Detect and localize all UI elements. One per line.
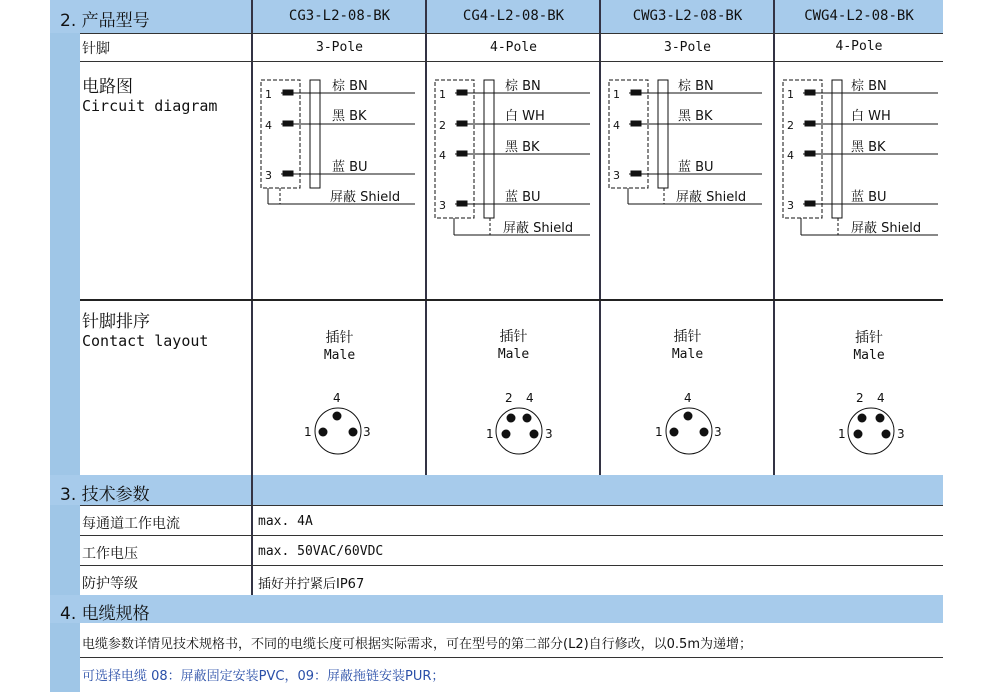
c1-pin1: 1 [265,88,272,101]
contact-col4 [838,391,905,454]
male-cn-col1: 插针 [325,330,354,346]
model-col3: CWG3-L2-08-BK [632,8,743,24]
c2-pin2: 2 [439,119,446,132]
p1-right: 3 [363,425,371,439]
s3-h2 [80,535,943,536]
model-col1: CG3-L2-08-BK [288,8,391,24]
c1-wire3: 蓝 BU [332,160,368,175]
c3-wire1: 棕 BN [678,79,714,94]
contact-label-en: Contact layout [82,332,209,350]
pole-col2: 4-Pole [490,40,537,55]
model-col4: CWG4-L2-08-BK [804,8,914,24]
p4-right: 3 [897,427,905,441]
p2-topright: 4 [526,391,534,405]
spec-label-voltage: 工作电压 [82,546,138,562]
p4-topright: 4 [877,391,885,405]
c2-pin4: 3 [439,199,446,212]
c4-pin3: 4 [787,149,794,162]
c4-pin1: 1 [787,88,794,101]
section3-title: 3. 技术参数 [60,485,150,505]
male-en-col4: Male [853,348,885,363]
male-cn-col3: 插针 [673,329,702,345]
c4-shield: 屏蔽 Shield [851,221,922,236]
c4-wire3: 黑 BK [851,140,886,155]
p3-top: 4 [684,391,692,405]
c4-pin2: 2 [787,119,794,132]
c2-wire4: 蓝 BU [505,190,541,205]
contact-col3 [655,391,722,454]
pole-col3: 3-Pole [664,40,711,55]
spec-label-current: 每通道工作电流 [82,516,180,532]
c1-wire1: 棕 BN [332,79,368,94]
c1-pin3: 3 [265,169,272,182]
section4-header [50,595,943,623]
c2-wire1: 棕 BN [505,79,541,94]
s3-h1 [80,505,943,506]
left-bar-section3 [50,505,80,595]
c2-pin1: 1 [439,88,446,101]
male-en-col1: Male [323,348,356,363]
c2-wire3: 黑 BK [505,140,540,155]
c2-shield: 屏蔽 Shield [503,221,574,236]
contact-label-cn: 针脚排序 [82,312,150,332]
c3-pin2: 4 [613,119,620,132]
p3-right: 3 [714,425,722,439]
c2-wire2: 白 WH [505,109,545,124]
p1-top: 4 [333,391,341,405]
c3-pin3: 3 [613,169,620,182]
circuit-label-cn: 电路图 [82,77,133,97]
pin-label: 针脚 [82,41,110,57]
pole-col4: 4-Pole [835,39,883,54]
s4-h1 [80,657,943,658]
cable-note2: 可选择电缆 08：屏蔽固定安装PVC，09：屏蔽拖链安装PUR； [82,669,445,684]
section2-title: 2. 产品型号 [60,11,150,31]
pole-col1: 3-Pole [316,40,363,55]
contact-col1 [304,391,371,454]
spec-label-protection: 防护等级 [82,576,138,592]
male-en-col2: Male [497,347,530,362]
p2-right: 3 [545,427,553,441]
spec-value-protection: 插好并拧紧后IP67 [258,577,365,592]
c3-shield: 屏蔽 Shield [676,190,747,205]
c3-wire2: 黑 BK [678,109,713,124]
p3-left: 1 [655,425,663,439]
section4-title: 4. 电缆规格 [60,604,150,624]
p2-left: 1 [486,427,494,441]
s3-h3 [80,565,943,566]
male-cn-col2: 插针 [499,329,528,345]
spec-value-current: max. 4A [258,514,313,529]
circuit-label-en: Circuit diagram [82,97,218,115]
male-en-col3: Male [671,347,704,362]
spec-value-voltage: max. 50VAC/60VDC [258,544,384,559]
p2-topleft: 2 [505,391,513,405]
c4-wire2: 白 WH [851,109,891,124]
p4-left: 1 [838,427,846,441]
c3-wire3: 蓝 BU [678,160,714,175]
c4-pin4: 3 [787,199,794,212]
p4-topleft: 2 [856,391,864,405]
c1-shield: 屏蔽 Shield [330,190,401,205]
c4-wire1: 棕 BN [851,79,887,94]
section3-header [50,475,943,505]
cable-note1: 电缆参数详情见技术规格书，不同的电缆长度可根据实际需求，可在型号的第二部分(L2)自行修改，以0.5m为递增； [82,637,752,652]
left-bar-section4 [50,623,80,692]
model-col2: CG4-L2-08-BK [462,8,565,24]
c3-pin1: 1 [613,88,620,101]
c1-pin2: 4 [265,119,272,132]
c2-pin3: 4 [439,149,446,162]
p1-left: 1 [304,425,312,439]
c4-wire4: 蓝 BU [851,190,887,205]
male-cn-col4: 插针 [855,330,883,346]
c1-wire2: 黑 BK [332,109,367,124]
contact-col2 [486,391,553,454]
